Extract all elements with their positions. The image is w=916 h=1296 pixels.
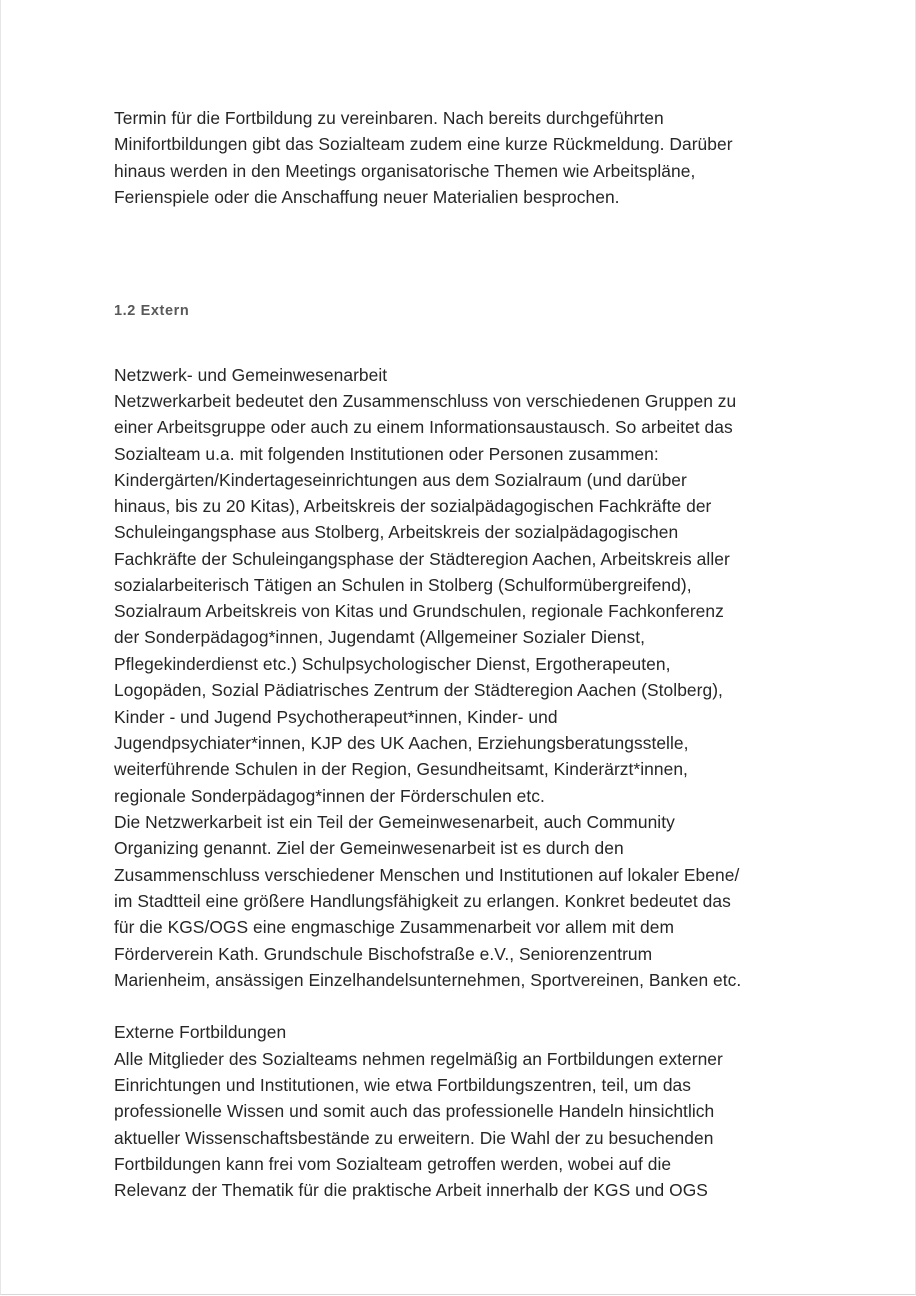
intro-line: hinaus werden in den Meetings organisatorische Themen wie Arbeitspläne, bbox=[114, 161, 696, 181]
external-line: professionelle Wissen und somit auch das professionelle Handeln hinsichtlich bbox=[114, 1101, 715, 1121]
section-heading: 1.2 Extern bbox=[114, 303, 190, 319]
network-line: Marienheim, ansässigen Einzelhandelsunternehmen, Sportvereinen, Banken etc. bbox=[114, 970, 742, 990]
network-line: weiterführende Schulen in der Region, Gesundheitsamt, Kinderärzt*innen, bbox=[114, 759, 688, 779]
network-line: Sozialteam u.a. mit folgenden Institutionen oder Personen zusammen: bbox=[114, 444, 659, 464]
network-line: regionale Sonderpädagog*innen der Förderschulen etc. bbox=[114, 786, 545, 806]
network-line: Netzwerkarbeit bedeutet den Zusammenschluss von verschiedenen Gruppen zu bbox=[114, 391, 737, 411]
network-line: einer Arbeitsgruppe oder auch zu einem Informationsaustausch. So arbeitet das bbox=[114, 417, 733, 437]
external-line: Fortbildungen kann frei vom Sozialteam getroffen werden, wobei auf die bbox=[114, 1154, 672, 1174]
external-line: aktueller Wissenschaftsbestände zu erweitern. Die Wahl der zu besuchenden bbox=[114, 1128, 714, 1148]
network-line: im Stadtteil eine größere Handlungsfähigkeit zu erlangen. Konkret bedeutet das bbox=[114, 891, 731, 911]
network-line: Zusammenschluss verschiedener Menschen und Institutionen auf lokaler Ebene/ bbox=[114, 865, 740, 885]
network-line: Die Netzwerkarbeit ist ein Teil der Gemeinwesenarbeit, auch Community bbox=[114, 812, 675, 832]
network-line: Kindergärten/Kindertageseinrichtungen aus dem Sozialraum (und darüber bbox=[114, 470, 687, 490]
network-line: Organizing genannt. Ziel der Gemeinwesenarbeit ist es durch den bbox=[114, 838, 624, 858]
network-line: hinaus, bis zu 20 Kitas), Arbeitskreis der sozialpädagogischen Fachkräfte der bbox=[114, 496, 712, 516]
network-title: Netzwerk- und Gemeinwesenarbeit bbox=[114, 365, 388, 385]
intro-line: Termin für die Fortbildung zu vereinbaren. Nach bereits durchgeführten bbox=[114, 108, 664, 128]
external-line: Relevanz der Thematik für die praktische Arbeit innerhalb der KGS und OGS bbox=[114, 1180, 708, 1200]
network-line: für die KGS/OGS eine engmaschige Zusammenarbeit vor allem mit dem bbox=[114, 917, 674, 937]
network-line: Kinder - und Jugend Psychotherapeut*innen, Kinder- und bbox=[114, 707, 558, 727]
network-line: Jugendpsychiater*innen, KJP des UK Aachen, Erziehungsberatungsstelle, bbox=[114, 733, 689, 753]
intro-line: Minifortbildungen gibt das Sozialteam zudem eine kurze Rückmeldung. Darüber bbox=[114, 134, 733, 154]
network-line: Fachkräfte der Schuleingangsphase der Städteregion Aachen, Arbeitskreis aller bbox=[114, 549, 730, 569]
network-line: Sozialraum Arbeitskreis von Kitas und Grundschulen, regionale Fachkonferenz bbox=[114, 601, 724, 621]
network-line: Pflegekinderdienst etc.) Schulpsychologischer Dienst, Ergotherapeuten, bbox=[114, 654, 671, 674]
network-line: sozialarbeiterisch Tätigen an Schulen in Stolberg (Schulformübergreifend), bbox=[114, 575, 692, 595]
network-line: der Sonderpädagog*innen, Jugendamt (Allgemeiner Sozialer Dienst, bbox=[114, 627, 646, 647]
network-line: Schuleingangsphase aus Stolberg, Arbeitskreis der sozialpädagogischen bbox=[114, 522, 679, 542]
network-line: Logopäden, Sozial Pädiatrisches Zentrum der Städteregion Aachen (Stolberg), bbox=[114, 680, 723, 700]
external-line: Einrichtungen und Institutionen, wie etwa Fortbildungszentren, teil, um das bbox=[114, 1075, 692, 1095]
network-line: Förderverein Kath. Grundschule Bischofstraße e.V., Seniorenzentrum bbox=[114, 944, 653, 964]
intro-line: Ferienspiele oder die Anschaffung neuer Materialien besprochen. bbox=[114, 187, 620, 207]
external-title: Externe Fortbildungen bbox=[114, 1022, 287, 1042]
external-line: Alle Mitglieder des Sozialteams nehmen regelmäßig an Fortbildungen externer bbox=[114, 1049, 723, 1069]
